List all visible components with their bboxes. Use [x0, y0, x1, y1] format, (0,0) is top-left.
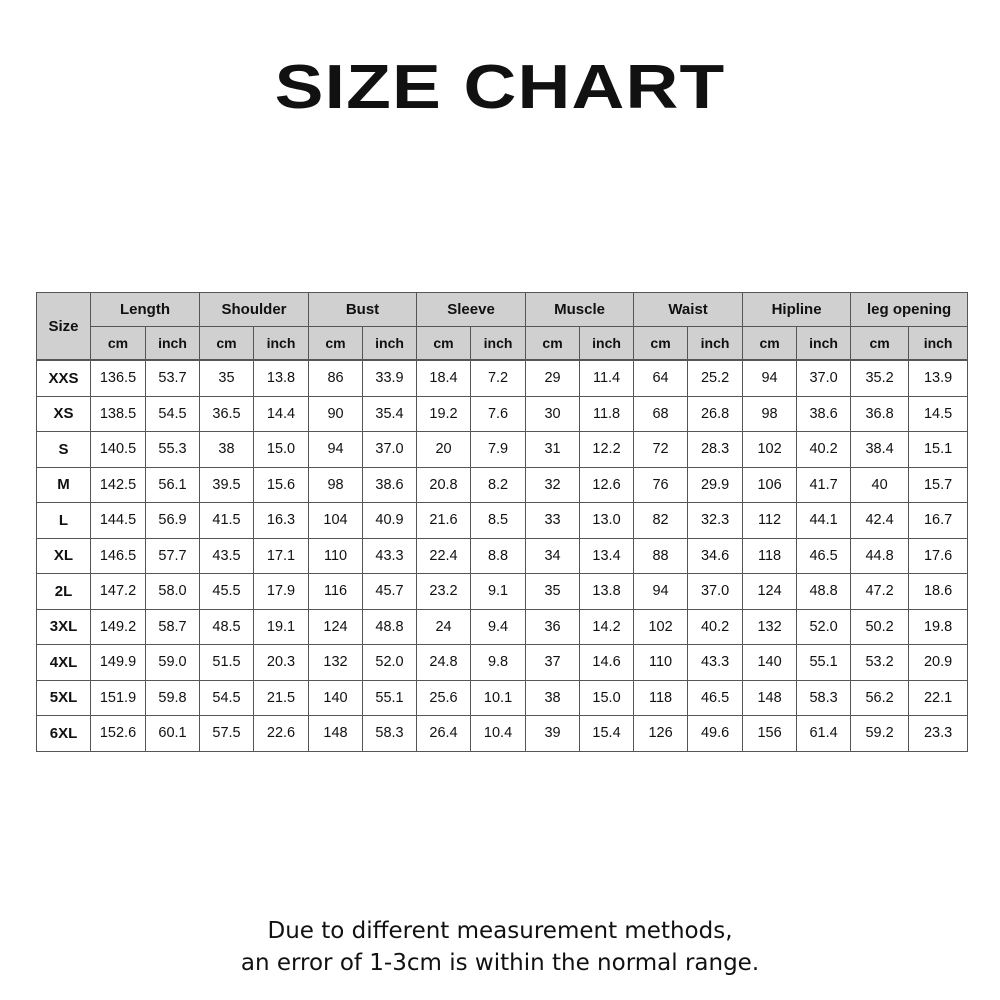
table-row — [37, 680, 968, 716]
table-cell: 53.2 — [851, 645, 909, 681]
table-row — [37, 716, 968, 752]
table-cell: 37.0 — [688, 574, 743, 610]
unit-header: cm — [526, 327, 580, 361]
table-cell: 39.5 — [200, 467, 254, 503]
table-cell: 12.6 — [580, 467, 634, 503]
table-cell: 29.9 — [688, 467, 743, 503]
table-cell: 22.6 — [254, 716, 309, 752]
table-cell: 94 — [743, 360, 797, 396]
table-cell: 11.8 — [580, 396, 634, 432]
table-cell: 148 — [743, 680, 797, 716]
table-cell: 38.6 — [363, 467, 417, 503]
table-cell: 44.8 — [851, 538, 909, 574]
table-cell: 94 — [634, 574, 688, 610]
table-cell: 20.9 — [909, 645, 968, 681]
table-cell: 64 — [634, 360, 688, 396]
table-cell: 7.2 — [471, 360, 526, 396]
table-cell: 148 — [309, 716, 363, 752]
table-cell: 56.9 — [146, 503, 200, 539]
table-header — [37, 293, 968, 361]
group-header: Length — [91, 293, 200, 327]
table-cell: 55.3 — [146, 432, 200, 468]
table-cell: 10.1 — [471, 680, 526, 716]
table-cell: 48.8 — [797, 574, 851, 610]
group-header: Sleeve — [417, 293, 526, 327]
table-cell: 9.8 — [471, 645, 526, 681]
table-cell: 13.0 — [580, 503, 634, 539]
table-cell: 36.8 — [851, 396, 909, 432]
table-cell: 14.2 — [580, 609, 634, 645]
table-cell: 37 — [526, 645, 580, 681]
table-cell: 21.5 — [254, 680, 309, 716]
group-header: Muscle — [526, 293, 634, 327]
table-cell: 116 — [309, 574, 363, 610]
measurement-note — [0, 915, 1000, 979]
table-cell: 28.3 — [688, 432, 743, 468]
table-cell: 82 — [634, 503, 688, 539]
table-cell: 23.3 — [909, 716, 968, 752]
table-cell: 13.9 — [909, 360, 968, 396]
table-cell: 8.5 — [471, 503, 526, 539]
table-cell: 34.6 — [688, 538, 743, 574]
table-cell: 149.9 — [91, 645, 146, 681]
size-label-cell: S — [37, 432, 91, 468]
table-cell: 76 — [634, 467, 688, 503]
size-label-cell: XS — [37, 396, 91, 432]
table-cell: 126 — [634, 716, 688, 752]
table-cell: 14.4 — [254, 396, 309, 432]
size-label-cell: 6XL — [37, 716, 91, 752]
table-cell: 45.5 — [200, 574, 254, 610]
table-cell: 15.0 — [580, 680, 634, 716]
table-cell: 102 — [743, 432, 797, 468]
table-cell: 118 — [743, 538, 797, 574]
table-cell: 118 — [634, 680, 688, 716]
table-cell: 35 — [526, 574, 580, 610]
table-cell: 90 — [309, 396, 363, 432]
table-cell: 17.6 — [909, 538, 968, 574]
table-cell: 35.2 — [851, 360, 909, 396]
table-row — [37, 360, 968, 396]
table-cell: 7.6 — [471, 396, 526, 432]
table-cell: 10.4 — [471, 716, 526, 752]
table-cell: 8.8 — [471, 538, 526, 574]
group-header: leg opening — [851, 293, 968, 327]
size-label-cell: 2L — [37, 574, 91, 610]
table-cell: 20.8 — [417, 467, 471, 503]
table-cell: 13.4 — [580, 538, 634, 574]
table-cell: 38.4 — [851, 432, 909, 468]
table-cell: 31 — [526, 432, 580, 468]
table-cell: 26.8 — [688, 396, 743, 432]
table-cell: 48.5 — [200, 609, 254, 645]
table-cell: 59.8 — [146, 680, 200, 716]
page-title: SIZE CHART — [274, 53, 726, 122]
table-row — [37, 574, 968, 610]
table-cell: 156 — [743, 716, 797, 752]
table-cell: 25.6 — [417, 680, 471, 716]
table-cell: 43.5 — [200, 538, 254, 574]
table-cell: 33 — [526, 503, 580, 539]
size-label-cell: XL — [37, 538, 91, 574]
table-cell: 15.7 — [909, 467, 968, 503]
table-cell: 24 — [417, 609, 471, 645]
table-cell: 146.5 — [91, 538, 146, 574]
size-label-cell: XXS — [37, 360, 91, 396]
table-cell: 58.7 — [146, 609, 200, 645]
table-cell: 15.6 — [254, 467, 309, 503]
table-cell: 132 — [743, 609, 797, 645]
table-cell: 37.0 — [797, 360, 851, 396]
table-cell: 21.6 — [417, 503, 471, 539]
unit-header: inch — [254, 327, 309, 361]
table-cell: 54.5 — [146, 396, 200, 432]
group-header: Shoulder — [200, 293, 309, 327]
unit-header: cm — [91, 327, 146, 361]
table-cell: 42.4 — [851, 503, 909, 539]
table-cell: 34 — [526, 538, 580, 574]
table-cell: 11.4 — [580, 360, 634, 396]
group-header: Waist — [634, 293, 743, 327]
table-cell: 30 — [526, 396, 580, 432]
unit-header: cm — [634, 327, 688, 361]
table-cell: 15.0 — [254, 432, 309, 468]
size-label-cell: M — [37, 467, 91, 503]
table-cell: 51.5 — [200, 645, 254, 681]
table-cell: 15.1 — [909, 432, 968, 468]
table-cell: 16.7 — [909, 503, 968, 539]
table-cell: 20 — [417, 432, 471, 468]
table-row — [37, 432, 968, 468]
table-cell: 68 — [634, 396, 688, 432]
unit-header: cm — [743, 327, 797, 361]
table-cell: 52.0 — [363, 645, 417, 681]
table-cell: 9.1 — [471, 574, 526, 610]
table-cell: 58.0 — [146, 574, 200, 610]
table-cell: 40.9 — [363, 503, 417, 539]
note-line-2: an error of 1-3cm is within the normal range. — [240, 950, 760, 976]
table-cell: 98 — [743, 396, 797, 432]
table-cell: 110 — [634, 645, 688, 681]
table-cell: 104 — [309, 503, 363, 539]
table-cell: 19.2 — [417, 396, 471, 432]
unit-header: cm — [851, 327, 909, 361]
table-row — [37, 645, 968, 681]
table-cell: 13.8 — [580, 574, 634, 610]
table-cell: 55.1 — [797, 645, 851, 681]
table-cell: 72 — [634, 432, 688, 468]
table-cell: 20.3 — [254, 645, 309, 681]
table-cell: 32 — [526, 467, 580, 503]
table-cell: 59.2 — [851, 716, 909, 752]
table-cell: 54.5 — [200, 680, 254, 716]
table-cell: 17.1 — [254, 538, 309, 574]
table-cell: 7.9 — [471, 432, 526, 468]
unit-header: inch — [688, 327, 743, 361]
table-cell: 140 — [743, 645, 797, 681]
table-cell: 26.4 — [417, 716, 471, 752]
table-row — [37, 396, 968, 432]
table-cell: 47.2 — [851, 574, 909, 610]
table-cell: 86 — [309, 360, 363, 396]
table-cell: 60.1 — [146, 716, 200, 752]
table-cell: 41.7 — [797, 467, 851, 503]
group-header: Hipline — [743, 293, 851, 327]
unit-header: inch — [363, 327, 417, 361]
unit-header: cm — [309, 327, 363, 361]
size-chart-table — [36, 292, 968, 752]
table-cell: 44.1 — [797, 503, 851, 539]
table-row — [37, 467, 968, 503]
group-header-row — [37, 293, 968, 327]
table-cell: 18.6 — [909, 574, 968, 610]
table-cell: 38 — [200, 432, 254, 468]
table-cell: 46.5 — [688, 680, 743, 716]
table-cell: 58.3 — [363, 716, 417, 752]
unit-header: cm — [417, 327, 471, 361]
table-cell: 58.3 — [797, 680, 851, 716]
table-cell: 22.1 — [909, 680, 968, 716]
table-cell: 56.1 — [146, 467, 200, 503]
table-cell: 140.5 — [91, 432, 146, 468]
unit-header: inch — [909, 327, 968, 361]
table-cell: 52.0 — [797, 609, 851, 645]
table-cell: 33.9 — [363, 360, 417, 396]
table-cell: 53.7 — [146, 360, 200, 396]
table-cell: 49.6 — [688, 716, 743, 752]
unit-header: cm — [200, 327, 254, 361]
table-cell: 48.8 — [363, 609, 417, 645]
table-cell: 40 — [851, 467, 909, 503]
table-cell: 102 — [634, 609, 688, 645]
table-cell: 46.5 — [797, 538, 851, 574]
unit-header-row — [37, 327, 968, 361]
table-cell: 136.5 — [91, 360, 146, 396]
table-cell: 45.7 — [363, 574, 417, 610]
table-cell: 16.3 — [254, 503, 309, 539]
table-cell: 50.2 — [851, 609, 909, 645]
table-cell: 14.5 — [909, 396, 968, 432]
table-cell: 43.3 — [688, 645, 743, 681]
table-cell: 132 — [309, 645, 363, 681]
table-cell: 36.5 — [200, 396, 254, 432]
table-body — [37, 360, 968, 751]
table-cell: 98 — [309, 467, 363, 503]
table-cell: 57.7 — [146, 538, 200, 574]
table-cell: 43.3 — [363, 538, 417, 574]
table-cell: 112 — [743, 503, 797, 539]
table-cell: 8.2 — [471, 467, 526, 503]
table-cell: 142.5 — [91, 467, 146, 503]
unit-header: inch — [580, 327, 634, 361]
table-cell: 36 — [526, 609, 580, 645]
note-line-1: Due to different measurement methods, — [267, 918, 733, 944]
table-cell: 55.1 — [363, 680, 417, 716]
table-cell: 88 — [634, 538, 688, 574]
table-cell: 17.9 — [254, 574, 309, 610]
table-cell: 59.0 — [146, 645, 200, 681]
table-cell: 138.5 — [91, 396, 146, 432]
table-cell: 14.6 — [580, 645, 634, 681]
table-cell: 38.6 — [797, 396, 851, 432]
size-label-cell: 3XL — [37, 609, 91, 645]
table-cell: 25.2 — [688, 360, 743, 396]
table-cell: 24.8 — [417, 645, 471, 681]
unit-header: inch — [146, 327, 200, 361]
table-cell: 57.5 — [200, 716, 254, 752]
table-cell: 18.4 — [417, 360, 471, 396]
unit-header: inch — [471, 327, 526, 361]
table-cell: 41.5 — [200, 503, 254, 539]
size-label-cell: 4XL — [37, 645, 91, 681]
size-column-header: Size — [37, 293, 91, 361]
table-cell: 23.2 — [417, 574, 471, 610]
table-cell: 149.2 — [91, 609, 146, 645]
table-cell: 39 — [526, 716, 580, 752]
table-cell: 144.5 — [91, 503, 146, 539]
table-cell: 19.8 — [909, 609, 968, 645]
table-cell: 19.1 — [254, 609, 309, 645]
table-cell: 152.6 — [91, 716, 146, 752]
table-cell: 151.9 — [91, 680, 146, 716]
table-cell: 124 — [743, 574, 797, 610]
table-row — [37, 609, 968, 645]
table-cell: 56.2 — [851, 680, 909, 716]
group-header: Bust — [309, 293, 417, 327]
table-cell: 106 — [743, 467, 797, 503]
table-cell: 40.2 — [688, 609, 743, 645]
table-cell: 15.4 — [580, 716, 634, 752]
unit-header: inch — [797, 327, 851, 361]
table-cell: 9.4 — [471, 609, 526, 645]
table-cell: 32.3 — [688, 503, 743, 539]
table-cell: 37.0 — [363, 432, 417, 468]
table-cell: 40.2 — [797, 432, 851, 468]
table-cell: 38 — [526, 680, 580, 716]
table-cell: 140 — [309, 680, 363, 716]
size-label-cell: L — [37, 503, 91, 539]
table-cell: 35.4 — [363, 396, 417, 432]
table-cell: 12.2 — [580, 432, 634, 468]
table-row — [37, 538, 968, 574]
table-cell: 147.2 — [91, 574, 146, 610]
size-chart-table-container — [36, 292, 967, 752]
table-cell: 94 — [309, 432, 363, 468]
table-row — [37, 503, 968, 539]
table-cell: 124 — [309, 609, 363, 645]
table-cell: 22.4 — [417, 538, 471, 574]
table-cell: 35 — [200, 360, 254, 396]
table-cell: 110 — [309, 538, 363, 574]
table-cell: 61.4 — [797, 716, 851, 752]
table-cell: 29 — [526, 360, 580, 396]
table-cell: 13.8 — [254, 360, 309, 396]
size-label-cell: 5XL — [37, 680, 91, 716]
